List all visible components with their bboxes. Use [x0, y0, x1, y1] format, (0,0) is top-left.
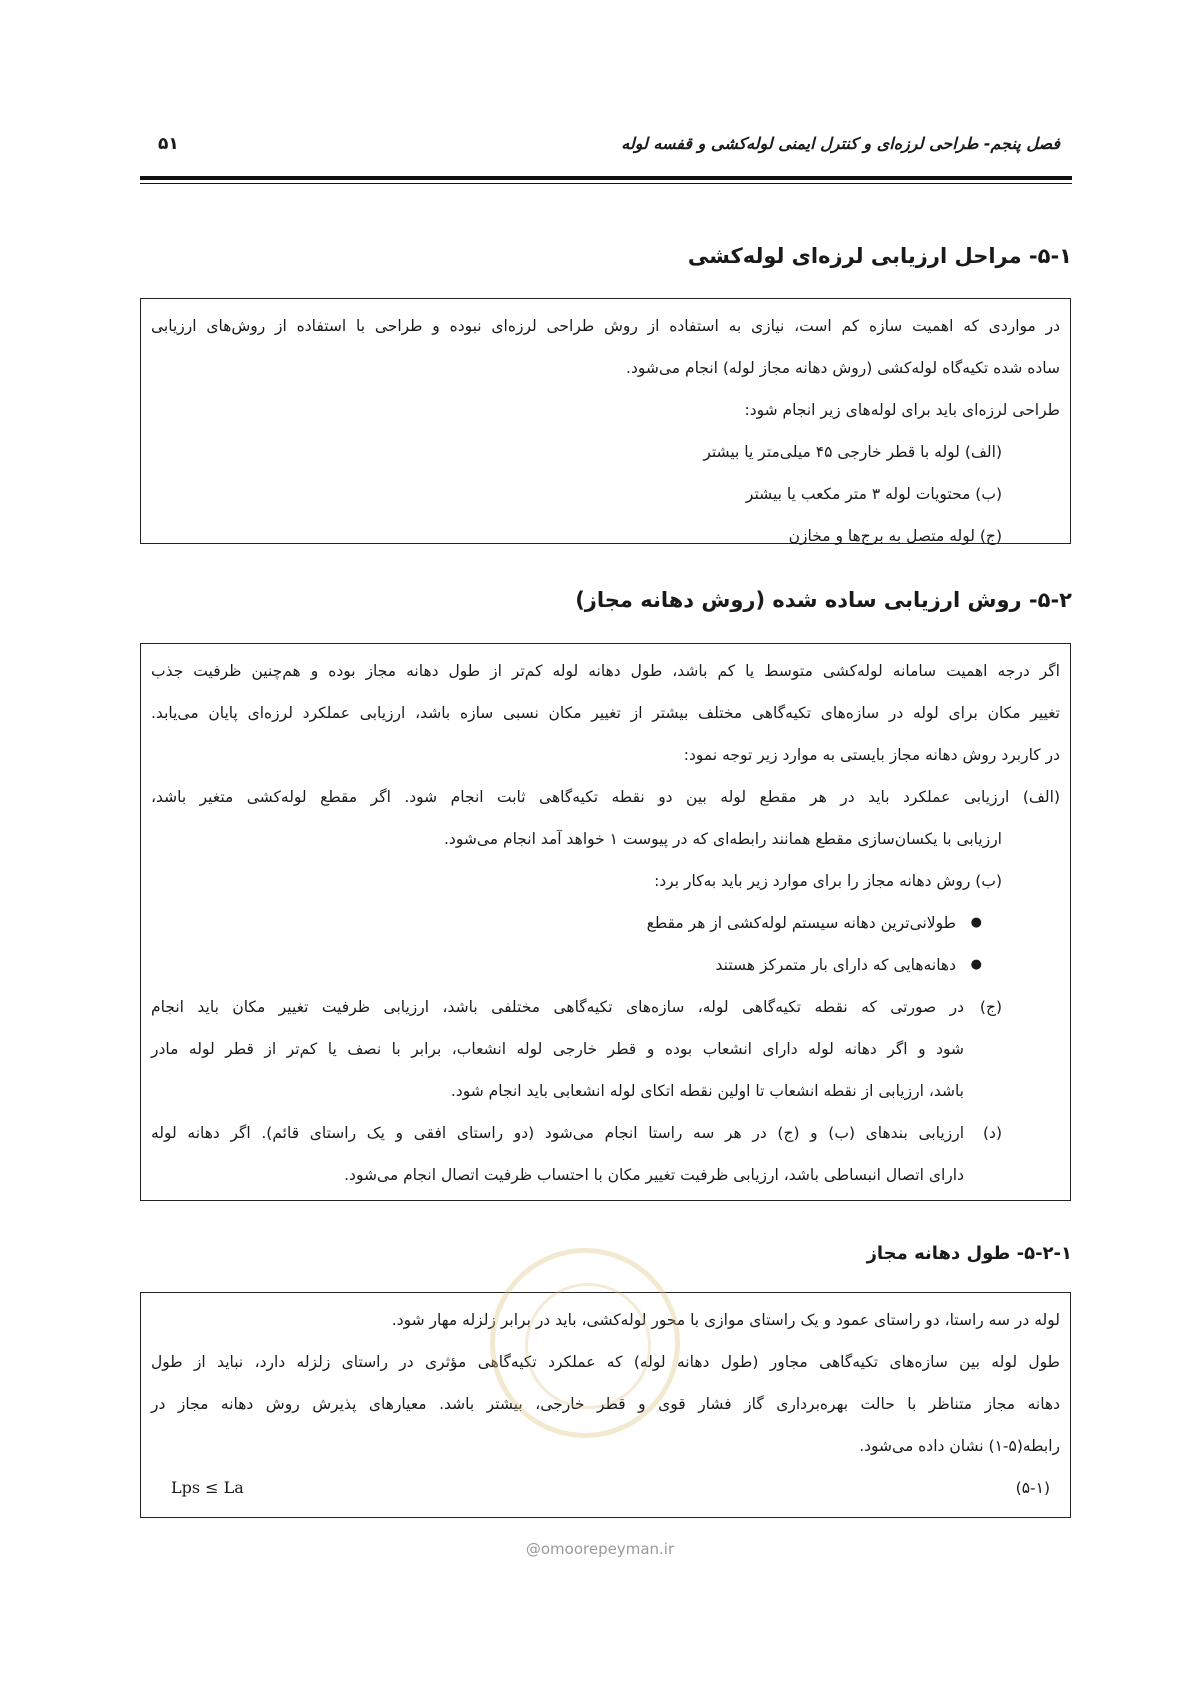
- equation-number: (۵-۱): [1015, 1479, 1050, 1497]
- section-box-5-2: [140, 643, 1071, 1201]
- paragraph-line: دارای اتصال انبساطی باشد، ارزیابی ظرفیت تغییر مکان با احتساب ظرفیت اتصال انجام می‌شود.: [344, 1166, 964, 1184]
- header-rule-thin: [140, 183, 1072, 184]
- paragraph-line: دهانه مجاز متناظر با حالت بهره‌برداری گاز فشار قوی و قطر خارجی، بیشتر باشد. معیارهای پذیرش روش دهانه مجاز در: [151, 1395, 1060, 1413]
- list-item: (ج) لوله متصل به برج‌ها و مخازن: [788, 527, 1002, 545]
- paragraph-line: لوله در سه راستا، دو راستای عمود و یک راستای موازی با محور لوله‌کشی، باید در برابر زلزله مهار شود.: [391, 1311, 1060, 1329]
- paragraph-line: اگر درجه اهمیت سامانه لوله‌کشی متوسط یا کم باشد، طول دهانه لوله کم‌تر از طول دهانه مجاز بوده و هم‌چنین ظرفیت جذب: [151, 662, 1060, 680]
- bullet-text: دهانه‌هایی که دارای بار متمرکز هستند: [715, 956, 956, 974]
- running-header: [140, 130, 1070, 164]
- list-item: (ب) روش دهانه مجاز را برای موارد زیر باید به‌کار برد:: [654, 872, 1002, 890]
- bullet-icon: ●: [970, 915, 982, 930]
- list-item: (الف) ارزیابی عملکرد باید در هر مقطع لوله بین دو نقطه تکیه‌گاهی ثابت انجام شود. اگر مقطع لوله‌کشی متغیر باشد،: [151, 788, 1060, 806]
- list-item: ارزیابی با یکسان‌سازی مقطع همانند رابطه‌ای که در پیوست ۱ خواهد آمد انجام می‌شود.: [444, 830, 1002, 848]
- paragraph-line: تغییر مکان برای لوله در سازه‌های تکیه‌گاهی مختلف بیشتر از تغییر مکان نسبی سازه باشد، ارزیابی عملکرد لرزه‌ای پایان می‌یابد.: [151, 704, 1060, 722]
- paragraph-line: در صورتی که نقطه تکیه‌گاهی لوله، سازه‌های تکیه‌گاهی مختلفی باشد، ارزیابی ظرفیت تغییر مکان باید انجام: [151, 998, 964, 1016]
- list-item-text: [151, 1112, 964, 1196]
- paragraph-line: رابطه(۵-۱) نشان داده می‌شود.: [859, 1437, 1060, 1455]
- header-rule-thick: [140, 176, 1072, 180]
- equation-row: [151, 1467, 1060, 1509]
- section-heading-5-2: ۵-۲- روش ارزیابی ساده شده (روش دهانه مجاز): [575, 588, 1072, 612]
- bullet-text: طولانی‌ترین دهانه سیستم لوله‌کشی از هر مقطع: [646, 914, 956, 932]
- list-marker: (د): [983, 1124, 1002, 1142]
- paragraph-line: طراحی لرزه‌ای باید برای لوله‌های زیر انجام شود:: [744, 401, 1060, 419]
- paragraph-line: در مواردی که اهمیت سازه کم است، نیازی به استفاده از روش طراحی لرزه‌ای نبوده و طراحی با استفاده از روش‌های ارزیابی: [151, 317, 1060, 335]
- paragraph-line: در کاربرد روش دهانه مجاز بایستی به موارد زیر توجه نمود:: [683, 746, 1060, 764]
- bullet-icon: ●: [970, 957, 982, 972]
- section-heading-5-1: ۵-۱- مراحل ارزیابی لرزه‌ای لوله‌کشی: [687, 244, 1072, 268]
- bullet-item: [151, 902, 1060, 944]
- list-item: (ب) محتویات لوله ۳ متر مکعب یا بیشتر: [745, 485, 1002, 503]
- page-number: ۵۱: [158, 134, 179, 154]
- bullet-item: [151, 944, 1060, 986]
- section-box-5-1: [140, 298, 1071, 544]
- paragraph-line: باشد، ارزیابی از نقطه انشعاب تا اولین نقطه اتکای لوله انشعابی باید انجام شود.: [450, 1082, 964, 1100]
- subsection-heading-5-2-1: ۵-۲-۱- طول دهانه مجاز: [866, 1243, 1072, 1264]
- paragraph-line: شود و اگر دهانه لوله دارای انشعاب بوده و قطر خارجی لوله انشعاب، برابر با نصف یا کم‌تر از قطر لوله مادر: [151, 1040, 964, 1058]
- list-item-text: [151, 986, 964, 1112]
- list-item: (الف) لوله با قطر خارجی ۴۵ میلی‌متر یا بیشتر: [703, 443, 1002, 461]
- list-item-d: [151, 1112, 1060, 1196]
- chapter-title: فصل پنجم- طراحی لرزه‌ای و کنترل ایمنی لوله‌کشی و قفسه لوله: [621, 134, 1060, 153]
- equation: Lps ≤ La: [171, 1478, 244, 1497]
- paragraph-line: طول لوله بین سازه‌های تکیه‌گاهی مجاور (طول دهانه لوله) که عملکرد تکیه‌گاهی مؤثری در راستای زلزله دارد، نباید از طول: [151, 1353, 1060, 1371]
- section-box-5-2-1: [140, 1292, 1071, 1518]
- paragraph-line: ارزیابی بندهای (ب) و (ج) در هر سه راستا انجام می‌شود (دو راستای افقی و یک راستای قائم). اگر دهانه لوله: [151, 1124, 964, 1142]
- list-marker: (ج): [979, 998, 1002, 1016]
- watermark-url: @omoorepeyman.ir: [525, 1540, 675, 1558]
- list-item-c: [151, 986, 1060, 1112]
- paragraph-line: ساده شده تکیه‌گاه لوله‌کشی (روش دهانه مجاز لوله) انجام می‌شود.: [626, 359, 1060, 377]
